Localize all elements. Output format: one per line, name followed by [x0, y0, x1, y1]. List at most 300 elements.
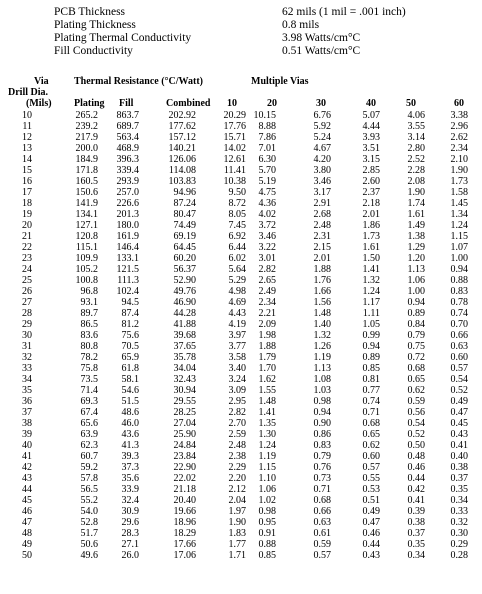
- cell-10-vias: 11.41: [223, 165, 246, 176]
- cell-10-vias: 5.29: [228, 275, 246, 286]
- cell-50-vias: 0.89: [407, 308, 425, 319]
- cell-drill-dia: 48: [22, 528, 32, 539]
- cell-plating: 59.2: [80, 462, 98, 473]
- cell-fill: 32.4: [121, 495, 139, 506]
- cell-fill: 39.3: [121, 451, 139, 462]
- cell-combined: 32.43: [173, 374, 196, 385]
- cell-60-vias: 0.45: [450, 418, 468, 429]
- cell-30-vias: 0.68: [313, 495, 331, 506]
- cell-drill-dia: 18: [22, 198, 32, 209]
- cell-plating: 65.6: [80, 418, 98, 429]
- cell-10-vias: 2.48: [228, 440, 246, 451]
- cell-fill: 51.5: [121, 396, 139, 407]
- cell-50-vias: 0.34: [407, 550, 425, 561]
- cell-40-vias: 3.93: [362, 132, 380, 143]
- cell-combined: 21.18: [173, 484, 196, 495]
- cell-10-vias: 3.24: [228, 374, 246, 385]
- cell-40-vias: 0.65: [362, 429, 380, 440]
- table-row: [0, 341, 482, 352]
- table-row: [0, 462, 482, 473]
- cell-20-vias: 2.21: [258, 308, 276, 319]
- cell-plating: 71.4: [80, 385, 98, 396]
- cell-drill-dia: 37: [22, 407, 32, 418]
- cell-plating: 100.8: [75, 275, 98, 286]
- cell-10-vias: 10.38: [223, 176, 246, 187]
- cell-20-vias: 1.10: [258, 473, 276, 484]
- cell-10-vias: 9.50: [228, 187, 246, 198]
- cell-30-vias: 2.48: [313, 220, 331, 231]
- table-row: [0, 154, 482, 165]
- cell-20-vias: 4.36: [258, 198, 276, 209]
- cell-50-vias: 2.28: [407, 165, 425, 176]
- cell-combined: 18.96: [173, 517, 196, 528]
- table-row: [0, 484, 482, 495]
- cell-30-vias: 4.20: [313, 154, 331, 165]
- cell-20-vias: 5.19: [258, 176, 276, 187]
- param-label: PCB Thickness: [54, 6, 126, 18]
- cell-30-vias: 0.79: [313, 451, 331, 462]
- cell-30-vias: 2.01: [313, 253, 331, 264]
- cell-20-vias: 5.70: [258, 165, 276, 176]
- cell-combined: 103.83: [168, 176, 196, 187]
- thermal-resistance-table: [0, 110, 482, 561]
- cell-plating: 120.8: [75, 231, 98, 242]
- cell-fill: 61.8: [121, 363, 139, 374]
- cell-30-vias: 2.31: [313, 231, 331, 242]
- param-row: [54, 45, 406, 58]
- cell-20-vias: 1.24: [258, 440, 276, 451]
- cell-fill: 468.9: [116, 143, 139, 154]
- cell-60-vias: 0.49: [450, 396, 468, 407]
- cell-50-vias: 4.06: [407, 110, 425, 121]
- table-row: [0, 286, 482, 297]
- cell-plating: 80.8: [80, 341, 98, 352]
- cell-20-vias: 2.34: [258, 297, 276, 308]
- table-row: [0, 407, 482, 418]
- cell-50-vias: 0.62: [407, 385, 425, 396]
- cell-combined: 140.21: [168, 143, 196, 154]
- cell-50-vias: 0.59: [407, 396, 425, 407]
- cell-combined: 60.20: [173, 253, 196, 264]
- cell-plating: 51.7: [80, 528, 98, 539]
- cell-60-vias: 0.78: [450, 297, 468, 308]
- table-row: [0, 550, 482, 561]
- cell-drill-dia: 34: [22, 374, 32, 385]
- cell-30-vias: 6.76: [313, 110, 331, 121]
- table-row: [0, 165, 482, 176]
- cell-40-vias: 1.61: [362, 242, 380, 253]
- cell-combined: 74.49: [173, 220, 196, 231]
- cell-40-vias: 1.05: [362, 319, 380, 330]
- cell-20-vias: 0.88: [258, 539, 276, 550]
- cell-plating: 217.9: [75, 132, 98, 143]
- cell-fill: 863.7: [116, 110, 139, 121]
- table-row: [0, 143, 482, 154]
- cell-30-vias: 0.73: [313, 473, 331, 484]
- cell-drill-dia: 45: [22, 495, 32, 506]
- cell-fill: 26.0: [121, 550, 139, 561]
- cell-40-vias: 0.85: [362, 363, 380, 374]
- cell-40-vias: 1.24: [362, 286, 380, 297]
- cell-50-vias: 0.72: [407, 352, 425, 363]
- cell-fill: 180.0: [116, 220, 139, 231]
- cell-50-vias: 0.42: [407, 484, 425, 495]
- cell-fill: 58.1: [121, 374, 139, 385]
- cell-60-vias: 0.37: [450, 473, 468, 484]
- cell-combined: 34.04: [173, 363, 196, 374]
- cell-10-vias: 14.02: [223, 143, 246, 154]
- cell-40-vias: 3.15: [362, 154, 380, 165]
- cell-drill-dia: 27: [22, 297, 32, 308]
- cell-20-vias: 4.02: [258, 209, 276, 220]
- cell-60-vias: 0.33: [450, 506, 468, 517]
- cell-plating: 96.8: [80, 286, 98, 297]
- cell-fill: 29.6: [121, 517, 139, 528]
- cell-30-vias: 2.91: [313, 198, 331, 209]
- cell-drill-dia: 26: [22, 286, 32, 297]
- cell-40-vias: 0.74: [362, 396, 380, 407]
- cell-plating: 93.1: [80, 297, 98, 308]
- cell-10-vias: 4.69: [228, 297, 246, 308]
- cell-10-vias: 6.02: [228, 253, 246, 264]
- header-combined: Combined: [166, 98, 211, 109]
- cell-30-vias: 0.94: [313, 407, 331, 418]
- cell-20-vias: 0.91: [258, 528, 276, 539]
- cell-10-vias: 2.04: [228, 495, 246, 506]
- cell-combined: 80.47: [173, 209, 196, 220]
- cell-30-vias: 0.76: [313, 462, 331, 473]
- table-row: [0, 330, 482, 341]
- cell-plating: 83.6: [80, 330, 98, 341]
- cell-fill: 293.9: [116, 176, 139, 187]
- cell-combined: 46.90: [173, 297, 196, 308]
- cell-combined: 18.29: [173, 528, 196, 539]
- cell-plating: 50.6: [80, 539, 98, 550]
- cell-fill: 30.9: [121, 506, 139, 517]
- table-row: [0, 363, 482, 374]
- cell-20-vias: 1.19: [258, 451, 276, 462]
- cell-fill: 339.4: [116, 165, 139, 176]
- cell-10-vias: 3.09: [228, 385, 246, 396]
- cell-combined: 20.40: [173, 495, 196, 506]
- cell-40-vias: 0.49: [362, 506, 380, 517]
- cell-60-vias: 2.34: [450, 143, 468, 154]
- cell-30-vias: 5.92: [313, 121, 331, 132]
- cell-20-vias: 10.15: [253, 110, 276, 121]
- cell-40-vias: 2.18: [362, 198, 380, 209]
- cell-40-vias: 5.07: [362, 110, 380, 121]
- param-value: 3.98 Watts/cm°C: [282, 32, 361, 44]
- cell-20-vias: 7.01: [258, 143, 276, 154]
- table-row: [0, 264, 482, 275]
- cell-10-vias: 1.83: [228, 528, 246, 539]
- cell-drill-dia: 40: [22, 440, 32, 451]
- cell-10-vias: 4.19: [228, 319, 246, 330]
- cell-50-vias: 0.65: [407, 374, 425, 385]
- cell-60-vias: 0.70: [450, 319, 468, 330]
- cell-20-vias: 1.62: [258, 374, 276, 385]
- table-row: [0, 429, 482, 440]
- cell-drill-dia: 43: [22, 473, 32, 484]
- cell-40-vias: 0.77: [362, 385, 380, 396]
- cell-combined: 27.04: [173, 418, 196, 429]
- cell-60-vias: 1.34: [450, 209, 468, 220]
- cell-40-vias: 1.11: [362, 308, 380, 319]
- cell-fill: 43.6: [121, 429, 139, 440]
- cell-50-vias: 0.56: [407, 407, 425, 418]
- cell-fill: 81.2: [121, 319, 139, 330]
- cell-60-vias: 0.47: [450, 407, 468, 418]
- cell-combined: 39.68: [173, 330, 196, 341]
- cell-60-vias: 0.28: [450, 550, 468, 561]
- cell-fill: 87.4: [121, 308, 139, 319]
- cell-50-vias: 0.46: [407, 462, 425, 473]
- cell-40-vias: 0.81: [362, 374, 380, 385]
- cell-60-vias: 0.54: [450, 374, 468, 385]
- cell-30-vias: 3.80: [313, 165, 331, 176]
- cell-plating: 239.2: [75, 121, 98, 132]
- cell-40-vias: 4.44: [362, 121, 380, 132]
- cell-50-vias: 1.06: [407, 275, 425, 286]
- cell-30-vias: 0.61: [313, 528, 331, 539]
- cell-10-vias: 12.61: [223, 154, 246, 165]
- cell-drill-dia: 47: [22, 517, 32, 528]
- cell-10-vias: 3.40: [228, 363, 246, 374]
- table-row: [0, 187, 482, 198]
- cell-drill-dia: 49: [22, 539, 32, 550]
- cell-20-vias: 1.55: [258, 385, 276, 396]
- header-mils: (Mils): [26, 98, 52, 109]
- cell-60-vias: 3.38: [450, 110, 468, 121]
- cell-fill: 35.6: [121, 473, 139, 484]
- cell-50-vias: 3.14: [407, 132, 425, 143]
- cell-drill-dia: 33: [22, 363, 32, 374]
- cell-60-vias: 0.57: [450, 363, 468, 374]
- cell-40-vias: 1.86: [362, 220, 380, 231]
- cell-combined: 17.66: [173, 539, 196, 550]
- cell-combined: 202.92: [168, 110, 196, 121]
- header-via-count: 40: [366, 98, 376, 109]
- cell-20-vias: 7.86: [258, 132, 276, 143]
- header-via-count: 60: [454, 98, 464, 109]
- cell-50-vias: 1.90: [407, 187, 425, 198]
- table-row: [0, 176, 482, 187]
- param-label: Plating Thermal Conductivity: [54, 32, 192, 44]
- cell-40-vias: 0.60: [362, 451, 380, 462]
- cell-10-vias: 5.64: [228, 264, 246, 275]
- cell-combined: 22.02: [173, 473, 196, 484]
- cell-50-vias: 0.68: [407, 363, 425, 374]
- cell-plating: 52.8: [80, 517, 98, 528]
- param-row: [54, 19, 406, 32]
- header-plating: Plating: [74, 98, 105, 109]
- cell-10-vias: 7.45: [228, 220, 246, 231]
- table-row: [0, 220, 482, 231]
- cell-drill-dia: 11: [22, 121, 32, 132]
- cell-10-vias: 1.90: [228, 517, 246, 528]
- table-row: [0, 396, 482, 407]
- cell-60-vias: 1.73: [450, 176, 468, 187]
- cell-combined: 177.62: [168, 121, 196, 132]
- cell-drill-dia: 25: [22, 275, 32, 286]
- cell-drill-dia: 24: [22, 264, 32, 275]
- cell-20-vias: 0.95: [258, 517, 276, 528]
- cell-50-vias: 1.38: [407, 231, 425, 242]
- cell-20-vias: 1.88: [258, 341, 276, 352]
- table-row: [0, 418, 482, 429]
- cell-plating: 265.2: [75, 110, 98, 121]
- cell-50-vias: 0.37: [407, 528, 425, 539]
- cell-30-vias: 0.90: [313, 418, 331, 429]
- cell-20-vias: 1.79: [258, 352, 276, 363]
- cell-fill: 111.3: [117, 275, 139, 286]
- cell-50-vias: 0.84: [407, 319, 425, 330]
- cell-fill: 33.9: [121, 484, 139, 495]
- cell-plating: 56.5: [80, 484, 98, 495]
- table-row: [0, 528, 482, 539]
- cell-40-vias: 0.47: [362, 517, 380, 528]
- cell-20-vias: 1.30: [258, 429, 276, 440]
- cell-drill-dia: 16: [22, 176, 32, 187]
- cell-combined: 52.90: [173, 275, 196, 286]
- cell-20-vias: 0.85: [258, 550, 276, 561]
- cell-30-vias: 1.48: [313, 308, 331, 319]
- table-row: [0, 440, 482, 451]
- cell-fill: 37.3: [121, 462, 139, 473]
- cell-fill: 70.5: [121, 341, 139, 352]
- cell-50-vias: 3.55: [407, 121, 425, 132]
- cell-drill-dia: 29: [22, 319, 32, 330]
- cell-60-vias: 0.43: [450, 429, 468, 440]
- cell-40-vias: 0.94: [362, 341, 380, 352]
- table-row: [0, 539, 482, 550]
- cell-fill: 54.6: [121, 385, 139, 396]
- cell-10-vias: 4.43: [228, 308, 246, 319]
- cell-drill-dia: 39: [22, 429, 32, 440]
- cell-40-vias: 0.89: [362, 352, 380, 363]
- cell-fill: 563.4: [116, 132, 139, 143]
- cell-drill-dia: 20: [22, 220, 32, 231]
- cell-60-vias: 2.62: [450, 132, 468, 143]
- cell-20-vias: 3.22: [258, 242, 276, 253]
- cell-30-vias: 4.67: [313, 143, 331, 154]
- table-row: [0, 517, 482, 528]
- cell-plating: 69.3: [80, 396, 98, 407]
- cell-30-vias: 0.98: [313, 396, 331, 407]
- cell-10-vias: 2.20: [228, 473, 246, 484]
- cell-50-vias: 0.38: [407, 517, 425, 528]
- cell-30-vias: 0.63: [313, 517, 331, 528]
- cell-fill: 146.4: [116, 242, 139, 253]
- cell-30-vias: 2.15: [313, 242, 331, 253]
- table-row: [0, 473, 482, 484]
- cell-fill: 27.1: [121, 539, 139, 550]
- cell-combined: 35.78: [173, 352, 196, 363]
- cell-50-vias: 1.49: [407, 220, 425, 231]
- table-row: [0, 253, 482, 264]
- header-via-count: 30: [316, 98, 326, 109]
- table-row: [0, 132, 482, 143]
- cell-40-vias: 2.85: [362, 165, 380, 176]
- cell-plating: 78.2: [80, 352, 98, 363]
- cell-60-vias: 1.00: [450, 253, 468, 264]
- cell-60-vias: 0.38: [450, 462, 468, 473]
- cell-10-vias: 6.92: [228, 231, 246, 242]
- cell-drill-dia: 41: [22, 451, 32, 462]
- cell-60-vias: 0.88: [450, 275, 468, 286]
- cell-40-vias: 0.71: [362, 407, 380, 418]
- cell-60-vias: 1.07: [450, 242, 468, 253]
- cell-drill-dia: 44: [22, 484, 32, 495]
- cell-20-vias: 2.49: [258, 286, 276, 297]
- cell-fill: 46.0: [121, 418, 139, 429]
- cell-fill: 28.3: [121, 528, 139, 539]
- cell-10-vias: 2.95: [228, 396, 246, 407]
- cell-10-vias: 1.77: [228, 539, 246, 550]
- cell-10-vias: 3.97: [228, 330, 246, 341]
- cell-40-vias: 0.55: [362, 473, 380, 484]
- param-row: [54, 32, 406, 45]
- cell-combined: 157.12: [168, 132, 196, 143]
- cell-drill-dia: 13: [22, 143, 32, 154]
- cell-30-vias: 0.71: [313, 484, 331, 495]
- cell-50-vias: 0.94: [407, 297, 425, 308]
- cell-30-vias: 1.56: [313, 297, 331, 308]
- cell-10-vias: 1.71: [228, 550, 246, 561]
- cell-40-vias: 0.43: [362, 550, 380, 561]
- cell-plating: 57.8: [80, 473, 98, 484]
- cell-20-vias: 1.35: [258, 418, 276, 429]
- cell-combined: 22.90: [173, 462, 196, 473]
- cell-50-vias: 0.75: [407, 341, 425, 352]
- cell-40-vias: 2.01: [362, 209, 380, 220]
- cell-60-vias: 2.10: [450, 154, 468, 165]
- cell-10-vias: 6.44: [228, 242, 246, 253]
- cell-20-vias: 1.15: [258, 462, 276, 473]
- cell-10-vias: 2.29: [228, 462, 246, 473]
- cell-60-vias: 1.58: [450, 187, 468, 198]
- table-row: [0, 198, 482, 209]
- cell-combined: 37.65: [173, 341, 196, 352]
- header-thermal-resistance: Thermal Resistance (°C/Watt): [74, 76, 203, 87]
- header-drill-dia: Drill Dia.: [8, 87, 48, 98]
- cell-plating: 150.6: [75, 187, 98, 198]
- cell-plating: 89.7: [80, 308, 98, 319]
- cell-combined: 41.88: [173, 319, 196, 330]
- cell-50-vias: 2.80: [407, 143, 425, 154]
- cell-30-vias: 1.32: [313, 330, 331, 341]
- cell-50-vias: 0.35: [407, 539, 425, 550]
- cell-combined: 126.06: [168, 154, 196, 165]
- table-row: [0, 110, 482, 121]
- cell-fill: 226.6: [116, 198, 139, 209]
- cell-20-vias: 1.02: [258, 495, 276, 506]
- cell-30-vias: 1.66: [313, 286, 331, 297]
- cell-fill: 257.0: [116, 187, 139, 198]
- cell-plating: 141.9: [75, 198, 98, 209]
- cell-40-vias: 3.51: [362, 143, 380, 154]
- cell-50-vias: 0.41: [407, 495, 425, 506]
- cell-20-vias: 2.09: [258, 319, 276, 330]
- table-row: [0, 451, 482, 462]
- cell-combined: 44.28: [173, 308, 196, 319]
- cell-drill-dia: 31: [22, 341, 32, 352]
- cell-40-vias: 0.62: [362, 440, 380, 451]
- cell-30-vias: 1.19: [313, 352, 331, 363]
- cell-30-vias: 0.83: [313, 440, 331, 451]
- cell-40-vias: 0.57: [362, 462, 380, 473]
- cell-fill: 121.5: [116, 264, 139, 275]
